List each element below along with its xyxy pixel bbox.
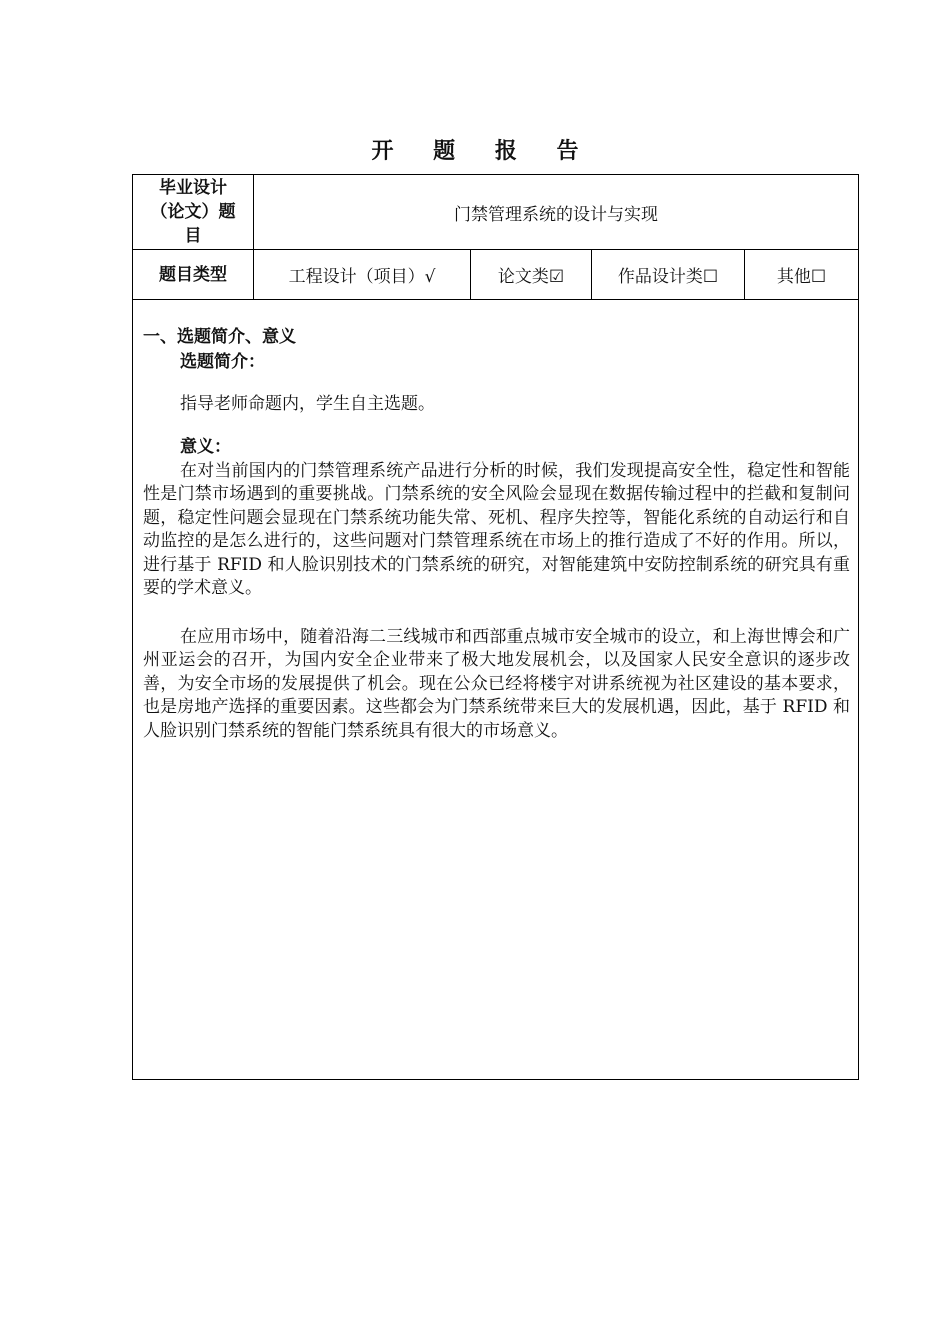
type-row — [133, 250, 858, 300]
proposal-form — [132, 174, 859, 1080]
document-title: 开 题 报 告 — [371, 138, 595, 164]
topic-label: 毕业设计（论文）题目 — [133, 175, 254, 249]
section-content — [143, 325, 850, 743]
meaning-paragraph-2: 在应用市场中，随着沿海二三线城市和西部重点城市安全城市的设立，和上海世博会和广州亚运会的召开，为国内安全企业带来了极大地发展机会，以及国家人民安全意识的逐步改善，为安全市场的发展提供了机会。现在公众已经将楼宇对讲系统视为社区建设的基本要求，也是房地产选择的重要因素。这些都会为门禁系统带来巨大的发展机遇，因此，基于 RFID 和人脸识别门禁系统的智能门禁系统具有很大的市场意义。 — [143, 626, 850, 741]
type-option-other: 其他☐ — [776, 267, 827, 287]
topic-value: 门禁管理系统的设计与实现 — [454, 204, 658, 225]
type-option-thesis: 论文类☑ — [471, 250, 592, 299]
intro-heading: 选题简介： — [180, 352, 265, 372]
meaning-paragraph-1: 在对当前国内的门禁管理系统产品进行分析的时候，我们发现提高安全性，稳定性和智能性是门禁市场遇到的重要挑战。门禁系统的安全风险会显现在数据传输过程中的拦截和复制问题，稳定性问题会显现在门禁系统功能失常、死机、程序失控等，智能化系统的自动运行和自动监控的是怎么进行的，这些问题对门禁管理系统在市场上的推行造成了不好的作用。所以，进行基于 RFID 和人脸识别技术的门禁系统的研究，对智能建筑中安防控制系统的研究具有重要的学术意义。 — [143, 460, 850, 598]
meaning-heading: 意义： — [180, 436, 231, 457]
type-option-engineering: 工程设计（项目）√ — [254, 250, 471, 299]
type-label: 题目类型 — [133, 250, 254, 299]
topic-row — [133, 175, 858, 250]
intro-text: 指导老师命题内，学生自主选题。 — [180, 394, 435, 414]
type-option-work-design: 作品设计类☐ — [592, 250, 745, 299]
section-heading: 一、选题简介、意义 — [143, 327, 296, 347]
